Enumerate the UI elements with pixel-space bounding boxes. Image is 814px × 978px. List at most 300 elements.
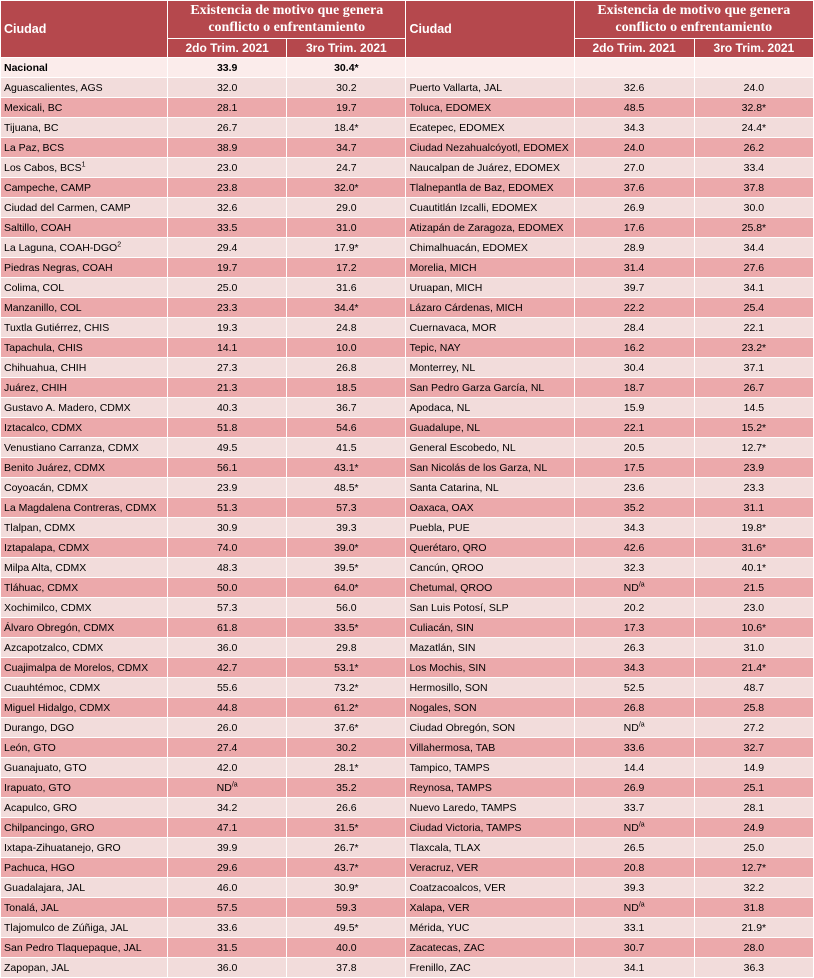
value-q2-right-text: 35.2	[623, 501, 645, 514]
value-q3-left	[287, 458, 406, 478]
value-q2-right-text: ND	[623, 581, 639, 594]
city-name-left	[1, 678, 168, 698]
value-q2-right	[574, 158, 694, 178]
city-name-left-text: Benito Juárez, CDMX	[4, 461, 105, 474]
value-q3-left-text: 34.4*	[334, 301, 359, 314]
value-q2-left	[168, 598, 287, 618]
value-q2-right-text: 23.6	[623, 481, 645, 494]
value-q3-right	[694, 938, 813, 958]
value-q3-right	[694, 638, 813, 658]
value-q2-left-text: 57.3	[216, 601, 238, 614]
value-q3-right	[694, 358, 813, 378]
city-name-left-text: Iztapalapa, CDMX	[4, 541, 90, 554]
value-q3-left-text: 29.8	[336, 641, 357, 654]
city-name-right	[406, 638, 574, 658]
value-q2-left-text: 27.4	[216, 741, 238, 754]
city-name-left	[1, 818, 168, 838]
period-header-q2-right: 2do Trim. 2021	[574, 38, 694, 57]
table-row	[1, 358, 814, 378]
city-name-right	[406, 218, 574, 238]
city-name-left	[1, 378, 168, 398]
table-row	[1, 58, 814, 78]
value-q3-right	[694, 738, 813, 758]
city-name-right-text: Chetumal, QROO	[409, 581, 493, 594]
value-q3-right-text: 31.8	[743, 901, 765, 914]
value-q2-left-text: 57.5	[216, 901, 238, 914]
city-name-left	[1, 358, 168, 378]
value-q3-right	[694, 658, 813, 678]
table-row	[1, 618, 814, 638]
value-q2-left	[168, 418, 287, 438]
city-name-left	[1, 318, 168, 338]
value-q3-right	[694, 218, 813, 238]
value-q2-right-text: 14.4	[623, 761, 645, 774]
value-q3-left-text: 31.0	[336, 221, 357, 234]
value-q3-right	[694, 58, 813, 78]
city-name-left-text: San Pedro Tlaquepaque, JAL	[4, 941, 142, 954]
value-q2-left	[168, 938, 287, 958]
value-q2-right	[574, 578, 694, 598]
value-q2-right-text: 20.2	[623, 601, 645, 614]
value-q2-right	[574, 318, 694, 338]
value-q3-right-text: 37.8	[743, 181, 765, 194]
value-q2-left-text: 56.1	[216, 461, 238, 474]
value-q3-right-text: 27.2	[743, 721, 765, 734]
city-name-left	[1, 298, 168, 318]
value-q2-left-text: 42.0	[216, 761, 238, 774]
city-name-left-text: Tlajomulco de Zúñiga, JAL	[4, 921, 129, 934]
value-q3-left	[287, 358, 406, 378]
value-q2-right-text: 30.7	[623, 941, 645, 954]
value-q3-right	[694, 858, 813, 878]
city-name-right	[406, 738, 574, 758]
city-name-right-text: Naucalpan de Juárez, EDOMEX	[409, 161, 561, 174]
value-q2-right	[574, 58, 694, 78]
period-header-q3-left: 3ro Trim. 2021	[287, 38, 406, 57]
value-q2-left-text: 51.8	[216, 421, 238, 434]
city-name-left-text: Álvaro Obregón, CDMX	[4, 621, 115, 634]
value-q2-right	[574, 778, 694, 798]
city-name-left	[1, 198, 168, 218]
table-row	[1, 298, 814, 318]
value-q3-right	[694, 478, 813, 498]
table-row	[1, 738, 814, 758]
city-name-left-text: Gustavo A. Madero, CDMX	[4, 401, 131, 414]
city-name-left	[1, 278, 168, 298]
city-name-left-text: Tapachula, CHIS	[4, 341, 83, 354]
city-name-left	[1, 138, 168, 158]
table-row	[1, 138, 814, 158]
city-name-left	[1, 838, 168, 858]
value-q2-left-text: 23.9	[216, 481, 238, 494]
value-q2-left	[168, 58, 287, 78]
value-q2-left	[168, 378, 287, 398]
value-q2-left-text: ND	[216, 781, 232, 794]
city-name-left-text: Milpa Alta, CDMX	[4, 561, 87, 574]
value-q2-left	[168, 758, 287, 778]
city-name-right-text: Toluca, EDOMEX	[409, 101, 492, 114]
city-name-right	[406, 598, 574, 618]
city-name-right	[406, 538, 574, 558]
value-q3-left	[287, 378, 406, 398]
value-q2-left	[168, 618, 287, 638]
city-name-right-text: San Luis Potosí, SLP	[409, 601, 509, 614]
table-row	[1, 318, 814, 338]
value-q3-left	[287, 678, 406, 698]
value-q3-right-text: 21.9*	[741, 921, 767, 934]
value-q3-left-text: 49.5*	[334, 921, 359, 934]
city-name-right-text: Ecatepec, EDOMEX	[409, 121, 505, 134]
value-q3-right-text: 26.2	[743, 141, 765, 154]
table-row	[1, 918, 814, 938]
value-q2-left-text: 51.3	[216, 501, 238, 514]
value-q2-left	[168, 958, 287, 978]
table-row	[1, 778, 814, 798]
city-name-left	[1, 498, 168, 518]
value-q3-right-text: 36.3	[743, 961, 765, 974]
value-q2-left-text: 33.6	[216, 921, 238, 934]
city-name-left	[1, 558, 168, 578]
value-q3-left-text: 59.3	[336, 901, 357, 914]
city-name-left-text: Chilpancingo, GRO	[4, 821, 95, 834]
value-q2-right	[574, 338, 694, 358]
city-name-right	[406, 418, 574, 438]
value-q2-left-text: 44.8	[216, 701, 238, 714]
city-name-right	[406, 718, 574, 738]
value-q2-left	[168, 878, 287, 898]
value-q2-right	[574, 818, 694, 838]
footnote-marker: /a	[638, 721, 645, 728]
value-q3-right-text: 10.6*	[741, 621, 767, 634]
city-name-right	[406, 158, 574, 178]
city-name-right	[406, 518, 574, 538]
city-name-right	[406, 898, 574, 918]
table-row	[1, 438, 814, 458]
value-q2-right	[574, 698, 694, 718]
value-q2-left-text: 28.1	[216, 101, 238, 114]
value-q3-right-text: 23.3	[743, 481, 765, 494]
value-q2-left-text: 23.3	[216, 301, 238, 314]
table-row	[1, 178, 814, 198]
table-row	[1, 238, 814, 258]
value-q2-left-text: 32.0	[216, 81, 238, 94]
value-q2-left	[168, 278, 287, 298]
city-name-left-text: Venustiano Carranza, CDMX	[4, 441, 139, 454]
value-q2-right-text: 39.3	[623, 881, 645, 894]
value-q2-right	[574, 598, 694, 618]
table-row	[1, 818, 814, 838]
value-q3-left	[287, 138, 406, 158]
value-q2-right-text: 22.1	[623, 421, 645, 434]
value-q2-right-text: 33.6	[623, 741, 645, 754]
city-name-right	[406, 258, 574, 278]
value-q2-right	[574, 498, 694, 518]
value-q3-right	[694, 578, 813, 598]
table-row	[1, 838, 814, 858]
value-q2-right-text: ND	[623, 901, 639, 914]
value-q3-right	[694, 278, 813, 298]
value-q2-right-text: 22.2	[623, 301, 645, 314]
value-q2-left-text: 32.6	[216, 201, 238, 214]
value-q3-left-text: 29.0	[336, 201, 357, 214]
value-q2-left	[168, 538, 287, 558]
value-q2-left-text: 46.0	[216, 881, 238, 894]
value-q3-right-text: 25.4	[743, 301, 765, 314]
city-name-right-text: Chimalhuacán, EDOMEX	[409, 241, 528, 254]
city-name-left-text: Ciudad del Carmen, CAMP	[4, 201, 131, 214]
value-q2-left-text: 21.3	[216, 381, 238, 394]
value-q2-right-text: 26.9	[623, 201, 645, 214]
value-q3-right	[694, 318, 813, 338]
city-name-left	[1, 218, 168, 238]
value-q3-left-text: 61.2*	[334, 701, 359, 714]
value-q2-right	[574, 658, 694, 678]
value-q3-left-text: 43.7*	[334, 861, 359, 874]
city-name-right	[406, 658, 574, 678]
city-name-right-text: Oaxaca, OAX	[409, 501, 474, 514]
value-q3-right	[694, 238, 813, 258]
value-q2-left	[168, 578, 287, 598]
value-q3-left-text: 37.6*	[334, 721, 359, 734]
city-name-right	[406, 58, 574, 78]
value-q3-left-text: 73.2*	[334, 681, 359, 694]
value-q3-left	[287, 898, 406, 918]
value-q3-right-text: 24.9	[743, 821, 765, 834]
value-q2-left-text: 50.0	[216, 581, 238, 594]
table-row	[1, 898, 814, 918]
city-name-left-text: La Magdalena Contreras, CDMX	[4, 501, 157, 514]
value-q2-right-text: 26.8	[623, 701, 645, 714]
value-q2-right	[574, 238, 694, 258]
city-name-right-text: Coatzacoalcos, VER	[409, 881, 506, 894]
value-q3-left	[287, 598, 406, 618]
value-q2-right-text: 39.7	[623, 281, 645, 294]
value-q3-left	[287, 78, 406, 98]
value-q3-left	[287, 158, 406, 178]
value-q2-right	[574, 858, 694, 878]
value-q3-right-text: 21.4*	[741, 661, 767, 674]
table-row	[1, 518, 814, 538]
value-q2-right	[574, 918, 694, 938]
city-name-left	[1, 858, 168, 878]
value-q2-right-text: 28.4	[623, 321, 645, 334]
city-name-right-text: Santa Catarina, NL	[409, 481, 499, 494]
city-name-left-text: La Paz, BCS	[4, 141, 65, 154]
city-name-right-text: Cancún, QROO	[409, 561, 484, 574]
value-q3-right-text: 37.1	[743, 361, 765, 374]
value-q2-right-text: 34.3	[623, 661, 645, 674]
value-q2-right	[574, 958, 694, 978]
city-name-right-text: Atizapán de Zaragoza, EDOMEX	[409, 221, 564, 234]
value-q2-left-text: 33.9	[216, 61, 238, 74]
value-q3-left	[287, 278, 406, 298]
value-q3-right-text: 34.1	[743, 281, 765, 294]
table-body	[1, 58, 814, 978]
value-q2-right-text: 27.0	[623, 161, 645, 174]
city-name-left	[1, 898, 168, 918]
city-name-right-text: Mérida, YUC	[409, 921, 470, 934]
value-q2-right	[574, 358, 694, 378]
value-q3-right	[694, 718, 813, 738]
value-q2-right	[574, 518, 694, 538]
value-q3-right	[694, 798, 813, 818]
period-header-q2-left: 2do Trim. 2021	[168, 38, 287, 57]
city-name-right-text: Cuautitlán Izcalli, EDOMEX	[409, 201, 538, 214]
city-name-right-text: Veracruz, VER	[409, 861, 479, 874]
value-q2-left	[168, 738, 287, 758]
value-q3-right	[694, 378, 813, 398]
value-q2-right	[574, 738, 694, 758]
table-row	[1, 98, 814, 118]
value-q3-right-text: 32.8*	[741, 101, 767, 114]
value-q2-right	[574, 638, 694, 658]
value-q3-left	[287, 298, 406, 318]
footnote-marker: 1	[81, 161, 86, 168]
value-q3-right	[694, 178, 813, 198]
value-q3-right	[694, 78, 813, 98]
value-q2-right-text: 34.3	[623, 521, 645, 534]
city-name-right	[406, 458, 574, 478]
value-q3-left	[287, 638, 406, 658]
table-row	[1, 338, 814, 358]
table-row	[1, 718, 814, 738]
city-name-right	[406, 818, 574, 838]
value-q2-right	[574, 478, 694, 498]
value-q3-right	[694, 898, 813, 918]
city-name-left	[1, 438, 168, 458]
value-q2-right	[574, 378, 694, 398]
value-q3-right	[694, 458, 813, 478]
value-q3-left	[287, 778, 406, 798]
city-name-left-text: Xochimilco, CDMX	[4, 601, 92, 614]
value-q2-left	[168, 158, 287, 178]
table-row	[1, 878, 814, 898]
value-q3-right-text: 34.4	[743, 241, 765, 254]
city-name-right-text: Cuernavaca, MOR	[409, 321, 497, 334]
value-q3-right	[694, 878, 813, 898]
table-row	[1, 198, 814, 218]
city-name-left	[1, 478, 168, 498]
value-q2-left	[168, 98, 287, 118]
group-header-left: Existencia de motivo que genera conflicto o enfrentamiento	[168, 1, 406, 39]
value-q2-right	[574, 798, 694, 818]
value-q2-left-text: 34.2	[216, 801, 238, 814]
table-row	[1, 458, 814, 478]
value-q2-right-text: 31.4	[623, 261, 645, 274]
city-name-left-text: Piedras Negras, COAH	[4, 261, 113, 274]
value-q3-right-text: 19.8*	[741, 521, 767, 534]
value-q3-left	[287, 618, 406, 638]
table-row	[1, 498, 814, 518]
city-name-right-text: San Pedro Garza García, NL	[409, 381, 545, 394]
value-q3-left-text: 24.7	[336, 161, 357, 174]
value-q2-right	[574, 198, 694, 218]
value-q3-left-text: 30.2	[336, 81, 357, 94]
city-name-right-text: Guadalupe, NL	[409, 421, 481, 434]
city-name-left	[1, 578, 168, 598]
city-name-right	[406, 238, 574, 258]
value-q2-right	[574, 278, 694, 298]
table-row	[1, 418, 814, 438]
value-q2-right-text: 17.6	[623, 221, 645, 234]
city-name-right-text: San Nicolás de los Garza, NL	[409, 461, 548, 474]
value-q3-left-text: 30.9*	[334, 881, 359, 894]
value-q3-left	[287, 738, 406, 758]
city-name-left-text: Ixtapa-Zihuatanejo, GRO	[4, 841, 121, 854]
city-name-left-text: Juárez, CHIH	[4, 381, 68, 394]
value-q3-left-text: 28.1*	[334, 761, 359, 774]
footnote-marker: /a	[638, 901, 645, 908]
value-q3-right-text: 23.9	[743, 461, 765, 474]
value-q3-left	[287, 918, 406, 938]
city-name-left	[1, 778, 168, 798]
city-name-right-text: Hermosillo, SON	[409, 681, 488, 694]
table-row	[1, 798, 814, 818]
footnote-marker: 2	[117, 241, 122, 248]
value-q3-left-text: 33.5*	[334, 621, 359, 634]
value-q2-right	[574, 98, 694, 118]
value-q3-left	[287, 198, 406, 218]
value-q2-left	[168, 218, 287, 238]
value-q3-right	[694, 118, 813, 138]
value-q3-right	[694, 518, 813, 538]
value-q3-left	[287, 878, 406, 898]
value-q3-right-text: 32.7	[743, 741, 765, 754]
city-name-right	[406, 878, 574, 898]
value-q3-right-text: 28.0	[743, 941, 765, 954]
city-name-left-text: Durango, DGO	[4, 721, 75, 734]
value-q3-right	[694, 158, 813, 178]
value-q3-right-text: 23.0	[743, 601, 765, 614]
value-q3-right	[694, 598, 813, 618]
value-q3-right	[694, 838, 813, 858]
city-name-left	[1, 958, 168, 978]
city-name-left	[1, 738, 168, 758]
city-name-right	[406, 138, 574, 158]
value-q2-left-text: 14.1	[216, 341, 238, 354]
value-q2-right	[574, 898, 694, 918]
table-row	[1, 658, 814, 678]
value-q2-right-text: ND	[623, 721, 639, 734]
city-name-right-text: Zacatecas, ZAC	[409, 941, 485, 954]
value-q2-right	[574, 618, 694, 638]
value-q3-left	[287, 58, 406, 78]
city-name-left	[1, 118, 168, 138]
city-name-left-text: Saltillo, COAH	[4, 221, 72, 234]
value-q2-left	[168, 778, 287, 798]
city-name-right	[406, 698, 574, 718]
value-q2-right-text: 33.1	[623, 921, 645, 934]
value-q3-right	[694, 98, 813, 118]
city-name-left-text: Tláhuac, CDMX	[4, 581, 79, 594]
value-q3-right-text: 30.0	[743, 201, 765, 214]
value-q3-left-text: 36.7	[336, 401, 357, 414]
city-name-left	[1, 258, 168, 278]
city-name-left	[1, 338, 168, 358]
value-q2-left-text: 74.0	[216, 541, 238, 554]
value-q3-left-text: 31.6	[336, 281, 357, 294]
value-q3-right-text: 14.9	[743, 761, 765, 774]
city-name-right	[406, 858, 574, 878]
value-q3-right-text: 31.6*	[741, 541, 767, 554]
value-q2-left-text: 27.3	[216, 361, 238, 374]
city-name-left	[1, 918, 168, 938]
table-header	[1, 1, 814, 58]
city-name-right-text: Ciudad Nezahualcóyotl, EDOMEX	[409, 141, 569, 154]
value-q2-right	[574, 438, 694, 458]
value-q2-left-text: 33.5	[216, 221, 238, 234]
value-q3-left-text: 18.5	[336, 381, 357, 394]
